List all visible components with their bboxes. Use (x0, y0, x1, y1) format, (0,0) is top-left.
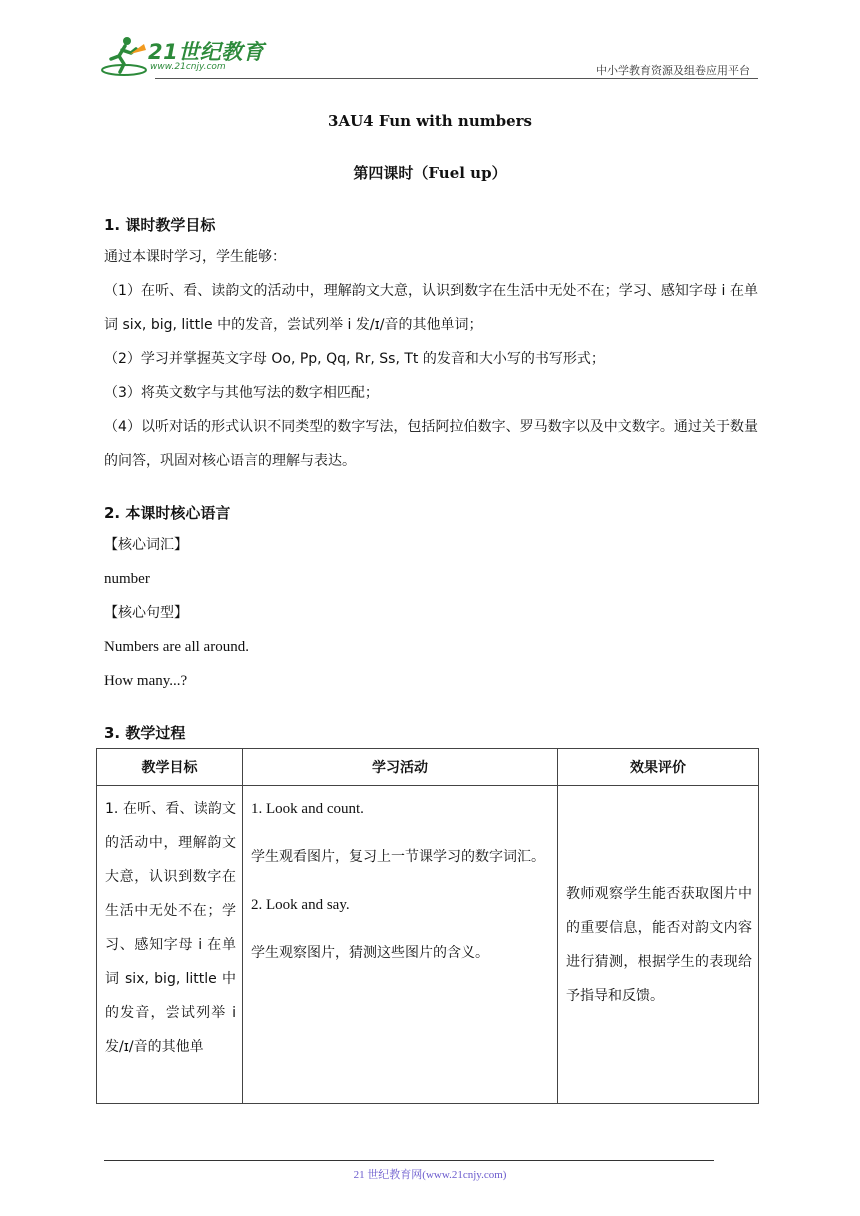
teaching-process-table (96, 748, 759, 1104)
objective-item: （3）将英文数字与其他写法的数字相匹配； (104, 385, 379, 401)
objective-item: （4）以听对话的形式认识不同类型的数字写法，包括阿拉伯数字、罗马数字以及中文数字。通过关于数量的问答，巩固对核心语言的理解与表达。 (104, 419, 758, 469)
section-3-heading: 3. 教学过程 (104, 724, 186, 742)
core-sentence: How many...? (104, 673, 188, 689)
site-logo[interactable] (100, 34, 270, 78)
sentence-label: 【核心句型】 (104, 605, 188, 621)
header-divider (155, 78, 758, 79)
footer-link[interactable]: 21 世纪教育网(www.21cnjy.com) (353, 1169, 507, 1181)
evaluation-cell: 教师观察学生能否获取图片中的重要信息，能否对韵文内容进行猜测，根据学生的表现给予指导和反馈。 (558, 786, 759, 1104)
table-row (97, 786, 759, 1104)
section-1-heading: 1. 课时教学目标 (104, 216, 216, 234)
activity-step: 2. Look and say. (251, 897, 350, 913)
core-sentence: Numbers are all around. (104, 639, 249, 655)
objective-item: （2）学习并掌握英文字母 Oo, Pp, Qq, Rr, Ss, Tt 的发音和大小写的书写形式； (104, 351, 605, 367)
section-1-intro: 通过本课时学习，学生能够： (104, 249, 286, 265)
page-header (100, 34, 758, 78)
activity-desc: 学生观看图片，复习上一节课学习的数字词汇。 (251, 849, 545, 865)
activity-cell (243, 786, 558, 1104)
column-header: 学习活动 (243, 749, 558, 786)
logo-url: www.21cnjy.com (150, 62, 226, 72)
lesson-subtitle: 第四课时（Fuel up） (353, 164, 507, 182)
core-vocab: number (104, 571, 150, 587)
column-header: 教学目标 (97, 749, 243, 786)
objective-item: （1）在听、看、读韵文的活动中，理解韵文大意，认识到数字在生活中无处不在；学习、感知字母 i 在单词 six, big, little 中的发音，尝试列举 i 发/ɪ/音的其他单词； (104, 283, 758, 333)
activity-desc: 学生观察图片，猜测这些图片的含义。 (251, 945, 489, 961)
goal-cell: 1. 在听、看、读韵文的活动中，理解韵文大意，认识到数字在生活中无处不在；学习、感知字母 i 在单词 six, big, little 中的发音，尝试列举 i 发/ɪ/音的其他单 (97, 786, 243, 1104)
vocab-label: 【核心词汇】 (104, 537, 188, 553)
platform-label: 中小学教育资源及组卷应用平台 (596, 64, 750, 77)
activity-step: 1. Look and count. (251, 801, 364, 817)
logo-text: 21世纪教育 (148, 40, 265, 64)
table-header-row (97, 749, 759, 786)
document-title: 3AU4 Fun with numbers (328, 112, 532, 130)
footer-divider (104, 1160, 714, 1161)
section-2-heading: 2. 本课时核心语言 (104, 504, 231, 522)
runner-logo-icon (100, 34, 150, 78)
column-header: 效果评价 (558, 749, 759, 786)
